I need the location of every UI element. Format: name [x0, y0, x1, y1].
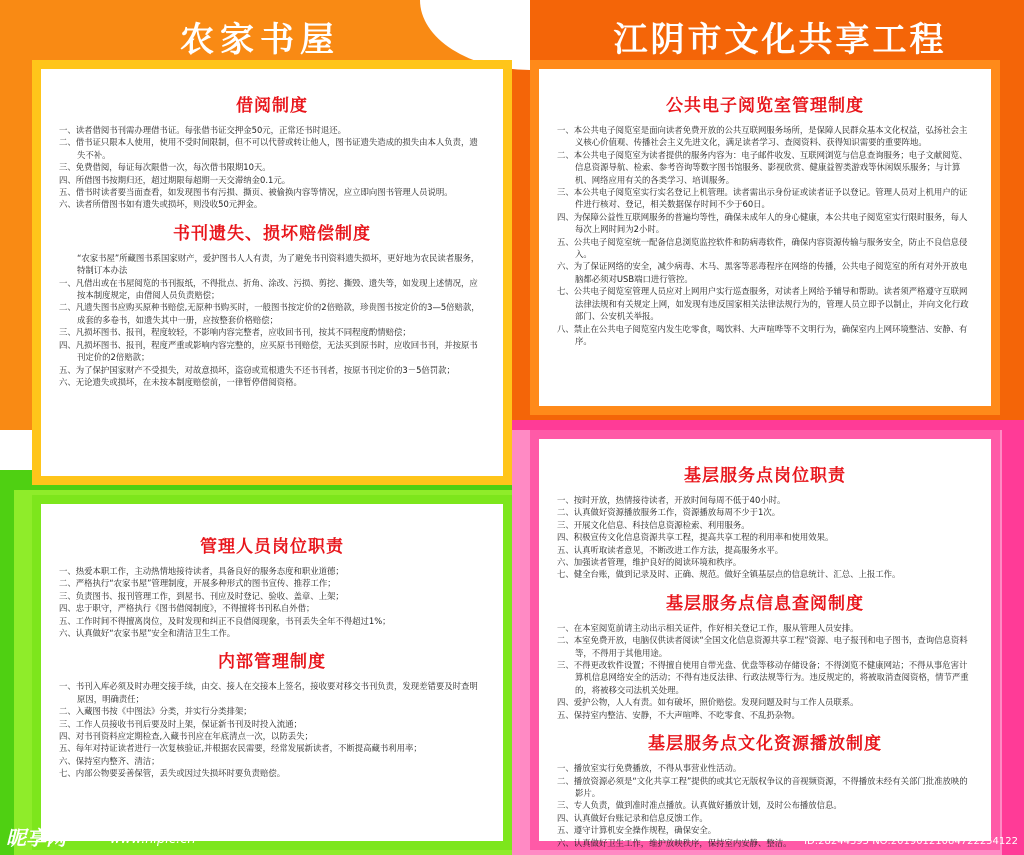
panel-content	[41, 504, 503, 841]
rule-item: 三、专人负责，做到准时准点播放。认真做好播放计划，及时公布播放信息。	[557, 800, 842, 811]
panel-top-left	[32, 60, 512, 485]
rule-item: 二、播放资源必须是“文化共享工程”提供的或其它无版权争议的音视频资源，不得播放未经有关部门批准放映的影片。	[557, 775, 968, 798]
rule-item: 二、本室免费开放，电脑仅供读者阅读“全国文化信息资源共享工程”资源、电子报刊和电子图书，查询信息资料等，不得用于其他用途。	[557, 635, 968, 658]
rule-item: 六、加强读者管理，维护良好的阅读环境和秩序。	[557, 557, 742, 568]
rule-item: 三、负责图书、报刊管理工作，到屋书、刊应及时登记、验收、盖章、上架；	[59, 590, 344, 601]
rule-item: 六、为了保证网络的安全，减少病毒、木马、黑客等恶毒程序在网络的传播，公共电子阅览室的所有对外开放电脑都必须对USB端口进行管控。	[557, 261, 968, 284]
rule-item: 三、开展文化信息、科技信息资源检索、利用服务。	[557, 519, 750, 530]
rule-item: 三、凡损坏图书、报刊，程度较轻，不影响内容完整者，应收回书刊，按其不同程度酌情赔偿；	[59, 327, 411, 338]
rule-item: 五、认真听取读者意见，不断改进工作方法，提高服务水平。	[557, 544, 784, 555]
rule-item: 四、认真做好台账记录和信息反馈工作。	[557, 812, 708, 823]
rule-item: 一、书刊入库必须及时办理交接手续，由交、接人在交接本上签名，接收要对移交书刊负责，发现差错要及时查明原因，明确责任；	[59, 681, 478, 704]
section-title: 公共电子阅览室管理制度	[666, 96, 864, 116]
rule-item: 六、认真做好“农家书屋”安全和清洁卫生工作。	[59, 628, 236, 639]
section-title: 基层服务点岗位职责	[684, 466, 846, 486]
section-title: 管理人员岗位职责	[200, 537, 344, 557]
rule-item: 四、凡损坏图书、报刊，程度严重或影响内容完整的，应买原书刊赔偿，无法买到原书时，应收回书刊，并按原书刊定价的2倍赔款；	[59, 339, 478, 363]
watermark-logo: 昵享网	[6, 826, 66, 850]
rule-item: 六、读者所借图书如有遗失或损坏，则没收50元押金。	[59, 199, 263, 210]
rule-item: 六、无论遗失或损坏，在未按本制度赔偿前，一律暂停借阅资格。	[59, 376, 302, 387]
panel-bottom-right	[530, 430, 1000, 850]
section-title: 基层服务点信息查阅制度	[666, 593, 864, 614]
rule-item: 五、每年对持证读者进行一次复核验证,并根据农民需要，经常发展新读者，不断提高藏书利用率；	[59, 743, 422, 754]
rule-item: 一、本公共电子阅览室是面向读者免费开放的公共互联网服务场所，是保障人民群众基本文化权益，弘扬社会主义核心价值观、传播社会主义先进文化，满足读者学习、查阅资料、获得知识需要的重要阵地。	[557, 125, 968, 148]
section-title: 书刊遗失、损坏赔偿制度	[173, 223, 371, 244]
rule-item: 七、公共电子阅览室管理人员应对上网用户实行巡查服务，对读者上网给予辅导和帮助。读者须严格遵守互联网法律法规和有关规定上网，如发现有违反国家相关法律法规行为的，管理人员立即予以制止，并向文化行政部门、公安机关举报。	[557, 286, 969, 322]
rule-item: 五、保持室内整洁、安静，不大声喧哗、不吃零食、不乱扔杂物。	[557, 709, 800, 720]
rule-item: 四、所借图书按期归还，超过期限每超期一天交滞纳金0.1元。	[59, 174, 291, 185]
rule-item: 一、凡借出或在书屋阅览的书刊报纸，不得批点、折角、涂改、污损、剪挖、撕毁、遗失等，如发现上述情况，应按本制度规定，由借阅人员负责赔偿；	[59, 277, 478, 301]
rule-item: 五、遵守计算机安全操作规程，确保安全。	[557, 825, 717, 836]
rule-item: 二、本公共电子阅览室为读者提供的服务内容为：电子邮件收发、互联网浏览与信息查询服务；电子文献阅览、信息资源导航、检索、参考咨询等数字图书馆服务、影视欣赏、健康益智类游戏等休闲娱乐服务；与计算机、网络应用有关的各类学习、培训服务。	[557, 149, 968, 185]
rule-item: 三、不得更改软件设置；不得擅自使用自带光盘、优盘等移动存储设备；不得浏览不健康网站；不得从事危害计算机信息网络安全的活动；不得有违反法律、行政法规等行为。违反规定的，将被取消查阅资格，情节严重的，将被移交司法机关处理。	[557, 660, 969, 695]
rule-item: 一、在本室阅览前请主动出示相关证件，作好相关登记工作，服从管理人员安排。	[557, 622, 859, 633]
section-title: 基层服务点文化资源播放制度	[648, 734, 882, 755]
rule-item: 二、入藏图书按《中图法》分类，并实行分类排架；	[59, 706, 252, 717]
rule-item: 二、借书证只限本人使用，使用不受时间限制，但不可以代替或转让他人，图书证遗失造成的损失由本人负责，遗失不补。	[59, 137, 478, 160]
rule-item: 七、内部公物要妥善保管，丢失或因过失损坏时要负责赔偿。	[59, 768, 286, 779]
rule-item: 五、借书时读者要当面查看，如发现图书有污损、撕页、被偷换内容等情况，应立即向图书管理人员说明。	[59, 187, 453, 198]
rule-item: 一、按时开放，热情接待读者，开放时间每周不低于40小时。	[557, 495, 786, 505]
header-title-left: 农家书屋	[180, 19, 340, 60]
panel-top-right	[530, 60, 1000, 415]
rule-item: 四、积极宣传文化信息资源共享工程，提高共享工程的利用率和使用效果。	[557, 532, 834, 543]
rule-item: 一、热爱本职工作，主动热情地接待读者，具备良好的服务态度和职业道德；	[59, 566, 344, 576]
rule-item: 三、免费借阅，每证每次限借一次，每次借书限期10天。	[59, 162, 271, 173]
rule-item: 二、认真做好资源播放服务工作，资源播放每周不少于1次。	[557, 507, 781, 518]
watermark-url: www.nipic.cn	[110, 832, 196, 847]
rule-item: 七、健全台账，做到记录及时、正确、规范。做好全镇基层点的信息统计、汇总、上报工作。	[557, 569, 901, 580]
image-id-text: ID:28244395 NO:20190121084722254122	[804, 836, 1018, 847]
rule-item: 八、禁止在公共电子阅览室内发生吃零食，喝饮料、大声喧哗等不文明行为，确保室内上网环境整洁、安静、有序。	[557, 323, 968, 346]
rule-item: 五、工作时间不得擅离岗位，及时发现和纠正不良借阅现象，书刊丢失全年不得超过1%；	[59, 615, 391, 626]
section-title: 内部管理制度	[218, 652, 326, 673]
rule-item: 三、本公共电子阅览室实行实名登记上机管理。读者需出示身份证或读者证予以登记。管理人员对上机用户的证件进行核对、登记，相关数据保存时间不少于60日。	[557, 187, 968, 210]
rule-item: 四、对书刊资料应定期检查,入藏书刊应在年底清点一次，以防丢失；	[59, 731, 313, 742]
panel-content	[539, 69, 991, 406]
panel-content	[41, 69, 503, 476]
section-intro: “农家书屋”所藏图书系国家财产，爱护图书人人有责，为了避免书刊资料遗失损坏，更好地为农民读者服务，特制订本办法	[77, 252, 480, 276]
header-title-right: 江阴市文化共享工程	[613, 19, 947, 60]
panel-bottom-left	[32, 495, 512, 850]
rule-item: 一、读者借阅书刊需办理借书证。每张借书证交押金50元，正常还书时退还。	[59, 125, 347, 135]
rule-item: 五、公共电子阅览室统一配备信息浏览监控软件和防病毒软件，确保内容资源传输与服务安全，防止不良信息侵入。	[557, 236, 968, 260]
rule-item: 四、爱护公物，人人有责。如有破坏，照价赔偿。发现问题及时与工作人员联系。	[557, 697, 859, 708]
rule-item: 二、严格执行“农家书屋”管理制度，开展多种形式的图书宣传、推荐工作；	[59, 578, 336, 589]
rule-item: 五、为了保护国家财产不受损失，对故意损坏，盗窃或荒根遗失不还书刊者，按原书刊定价的3－5倍罚款；	[59, 364, 455, 375]
rule-item: 四、忠于职守，严格执行《图书借阅制度》，不得擅将书刊私自外借；	[59, 603, 315, 614]
rule-item: 六、认真做好卫生工作，维护放映秩序，保持室内安静、整洁。	[557, 837, 792, 848]
rule-item: 一、播放室实行免费播放，不得从事营业性活动。	[557, 763, 742, 774]
rule-item: 四、为保障公益性互联网服务的普遍均等性，确保未成年人的身心健康，本公共电子阅览室实行限时服务，每人每次上网时间为2小时。	[557, 211, 968, 235]
rule-item: 三、工作人员接收书刊后要及时上架，保证新书刊及时投入流通；	[59, 718, 302, 729]
rule-item: 二、凡遗失图书应购买原种书赔偿,无原种书购买时，一般图书按定价的2倍赔款，珍贵图书按定价的3—5倍赔款，成套的多卷书，如遗失其中一册，应按整套价格赔偿；	[59, 302, 480, 325]
section-title: 借阅制度	[236, 96, 308, 116]
rule-item: 六、保持室内整齐、清洁；	[59, 755, 160, 766]
